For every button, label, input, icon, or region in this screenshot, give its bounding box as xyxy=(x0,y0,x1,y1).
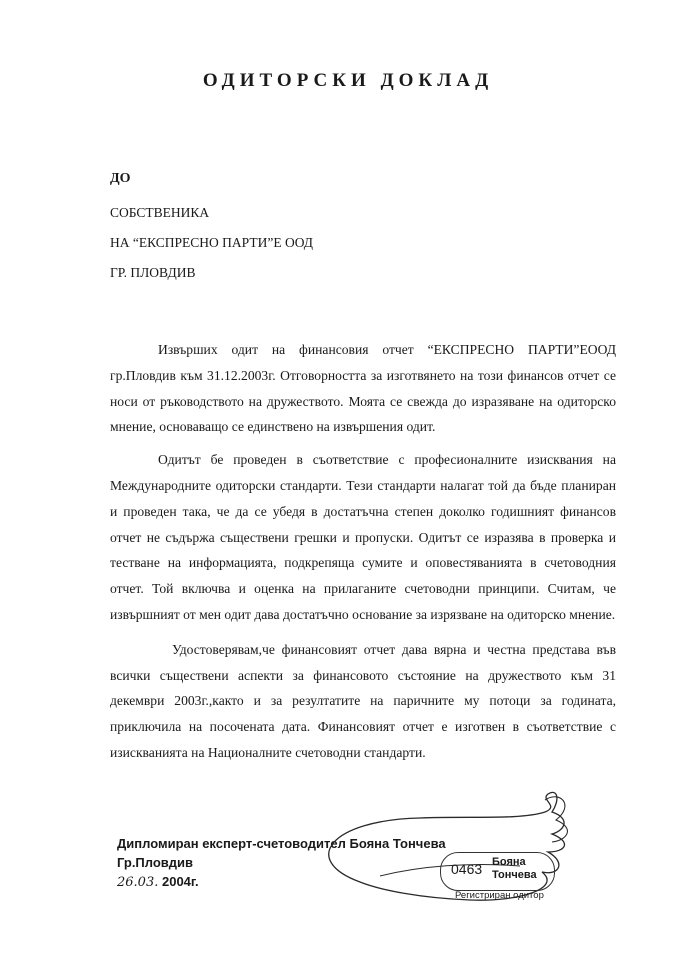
stamp-role: Регистриран одитор xyxy=(455,890,544,901)
paragraph-standards: Одитът бе проведен в съответствие с професионалните изисквания на Международните одиторски стандарти. Тези стандарти налагат той да бъде планиран и проведен така, че да се убедя в достатъчна степен доколко годишният финансов отчет не съдържа съществени грешки и пропуски. Одитът се изразява в проверка и тестване на информацията, подкрепяща сумите и оповестяванията в счетоводния отчет. Той включва и оценка на прилаганите счетоводни принципи. Считам, че извършният от мен одит дава достатъчно основание за изрязване на одиторско мнение. xyxy=(110,452,616,622)
handwritten-date: 26.03. xyxy=(117,875,159,890)
paragraph-scope: Извърших одит на финансовия отчет “ЕКСПРЕСНО ПАРТИ”ЕООД гр.Пловдив към 31.12.2003г. Отговорността за изготвянето на този финансов отчет се носи от ръководството на дружеството. Моята се свежда до изразяване на одиторско мнение, основаващо се единствено на извършения одит. xyxy=(110,342,616,435)
stamp-name-first: Бояна xyxy=(492,856,526,868)
signature-year: 2004г. xyxy=(161,874,199,889)
addressee-line-2: НА “ЕКСПРЕСНО ПАРТИ”Е ООД xyxy=(110,235,313,250)
stamp-number: 0463 xyxy=(451,861,483,877)
signatory-title: Дипломиран експерт-счетоводител Бояна Тончева xyxy=(117,836,446,851)
document-title: ОДИТОРСКИ ДОКЛАД xyxy=(202,70,494,91)
stamp-name-last: Тончева xyxy=(492,869,537,881)
addressee-line-1: СОБСТВЕНИКА xyxy=(110,205,210,220)
auditor-stamp xyxy=(440,852,555,901)
addressee-line-3: ГР. ПЛОВДИВ xyxy=(110,265,196,280)
signatory-city: Гр.Пловдив xyxy=(117,855,194,870)
paragraph-opinion: Удостоверявам,че финансовият отчет дава вярна и честна представа във всички съществени аспекти за финансовото състояние на дружеството към 31 декември 2003г.,както и за резултатите на паричните му потоци за годината, приключила на посочената дата. Финансовият отчет е изготвен в съответствие с изискванията на Националните счетоводни стандарти. xyxy=(110,641,616,760)
addressee-to: ДО xyxy=(110,171,131,186)
